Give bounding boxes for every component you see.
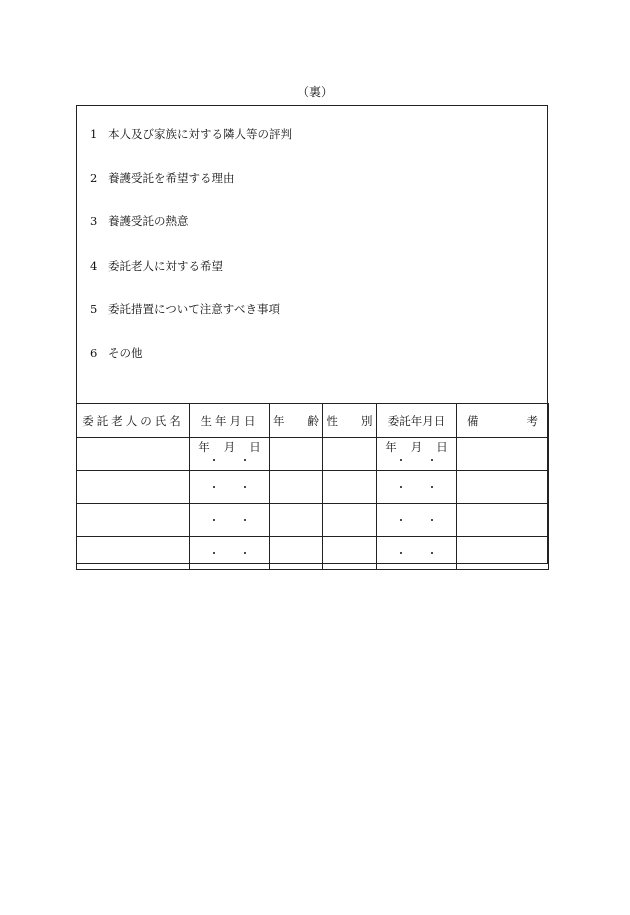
- item-number: 2: [90, 171, 98, 185]
- header-name: 委託老人の氏名: [77, 404, 190, 438]
- header-age: 年 齢: [270, 404, 323, 438]
- item-number: 5: [90, 302, 98, 316]
- table-row: [77, 537, 549, 570]
- item-4: [90, 258, 223, 274]
- name-cell[interactable]: [77, 471, 190, 504]
- entrust-date-cell[interactable]: [377, 471, 457, 504]
- page-title: （裏）: [296, 85, 333, 99]
- table-header-row: [77, 404, 549, 438]
- age-cell[interactable]: [270, 504, 323, 537]
- date-dots: ・ ・: [208, 454, 251, 467]
- sex-cell[interactable]: [323, 471, 377, 504]
- name-cell[interactable]: [77, 537, 190, 570]
- item-label: 養護受託の熱意: [108, 214, 189, 228]
- remarks-cell[interactable]: [457, 504, 549, 537]
- header-entrust-date: 委託年月日: [377, 404, 457, 438]
- date-dots: ・ ・: [208, 513, 251, 527]
- remarks-cell[interactable]: [457, 438, 549, 471]
- birth-date-cell[interactable]: [190, 471, 270, 504]
- entrust-date-cell[interactable]: [377, 537, 457, 570]
- name-cell[interactable]: [77, 504, 190, 537]
- item-3: [90, 213, 189, 229]
- sex-cell[interactable]: [323, 438, 377, 471]
- age-cell[interactable]: [270, 471, 323, 504]
- date-dots: ・ ・: [395, 480, 438, 494]
- form-frame: [76, 105, 548, 564]
- birth-date-cell[interactable]: [190, 438, 270, 471]
- item-label: 委託措置について注意すべき事項: [108, 302, 281, 316]
- birth-date-cell[interactable]: [190, 537, 270, 570]
- item-1: [90, 126, 292, 142]
- remarks-cell[interactable]: [457, 537, 549, 570]
- sex-cell[interactable]: [323, 504, 377, 537]
- table-row: [77, 438, 549, 471]
- date-dots: ・ ・: [208, 480, 251, 494]
- sex-cell[interactable]: [323, 537, 377, 570]
- entrust-date-cell[interactable]: [377, 504, 457, 537]
- date-dots: ・ ・: [395, 454, 438, 467]
- age-cell[interactable]: [270, 537, 323, 570]
- header-remarks: 備 考: [457, 404, 549, 438]
- item-number: 3: [90, 214, 98, 228]
- header-sex: 性 別: [323, 404, 377, 438]
- item-label: 養護受託を希望する理由: [108, 171, 235, 185]
- item-number: 6: [90, 346, 98, 360]
- remarks-cell[interactable]: [457, 471, 549, 504]
- age-cell[interactable]: [270, 438, 323, 471]
- date-units: 年 月 日: [198, 440, 261, 454]
- date-units: 年 月 日: [385, 440, 448, 454]
- table-row: [77, 471, 549, 504]
- item-label: 委託老人に対する希望: [108, 259, 223, 273]
- item-number: 1: [90, 127, 98, 141]
- item-5: [90, 301, 280, 317]
- date-dots: ・ ・: [395, 513, 438, 527]
- date-dots: ・ ・: [395, 546, 438, 560]
- item-label: その他: [108, 346, 143, 360]
- item-6: [90, 345, 143, 361]
- items-section: [77, 106, 547, 404]
- item-2: [90, 170, 235, 186]
- date-dots: ・ ・: [208, 546, 251, 560]
- entrusted-persons-table: [76, 403, 549, 570]
- name-cell[interactable]: [77, 438, 190, 471]
- birth-date-cell[interactable]: [190, 504, 270, 537]
- entrust-date-cell[interactable]: [377, 438, 457, 471]
- item-label: 本人及び家族に対する隣人等の評判: [108, 127, 292, 141]
- item-number: 4: [90, 259, 98, 273]
- header-birth-date: 生年月日: [190, 404, 270, 438]
- table-row: [77, 504, 549, 537]
